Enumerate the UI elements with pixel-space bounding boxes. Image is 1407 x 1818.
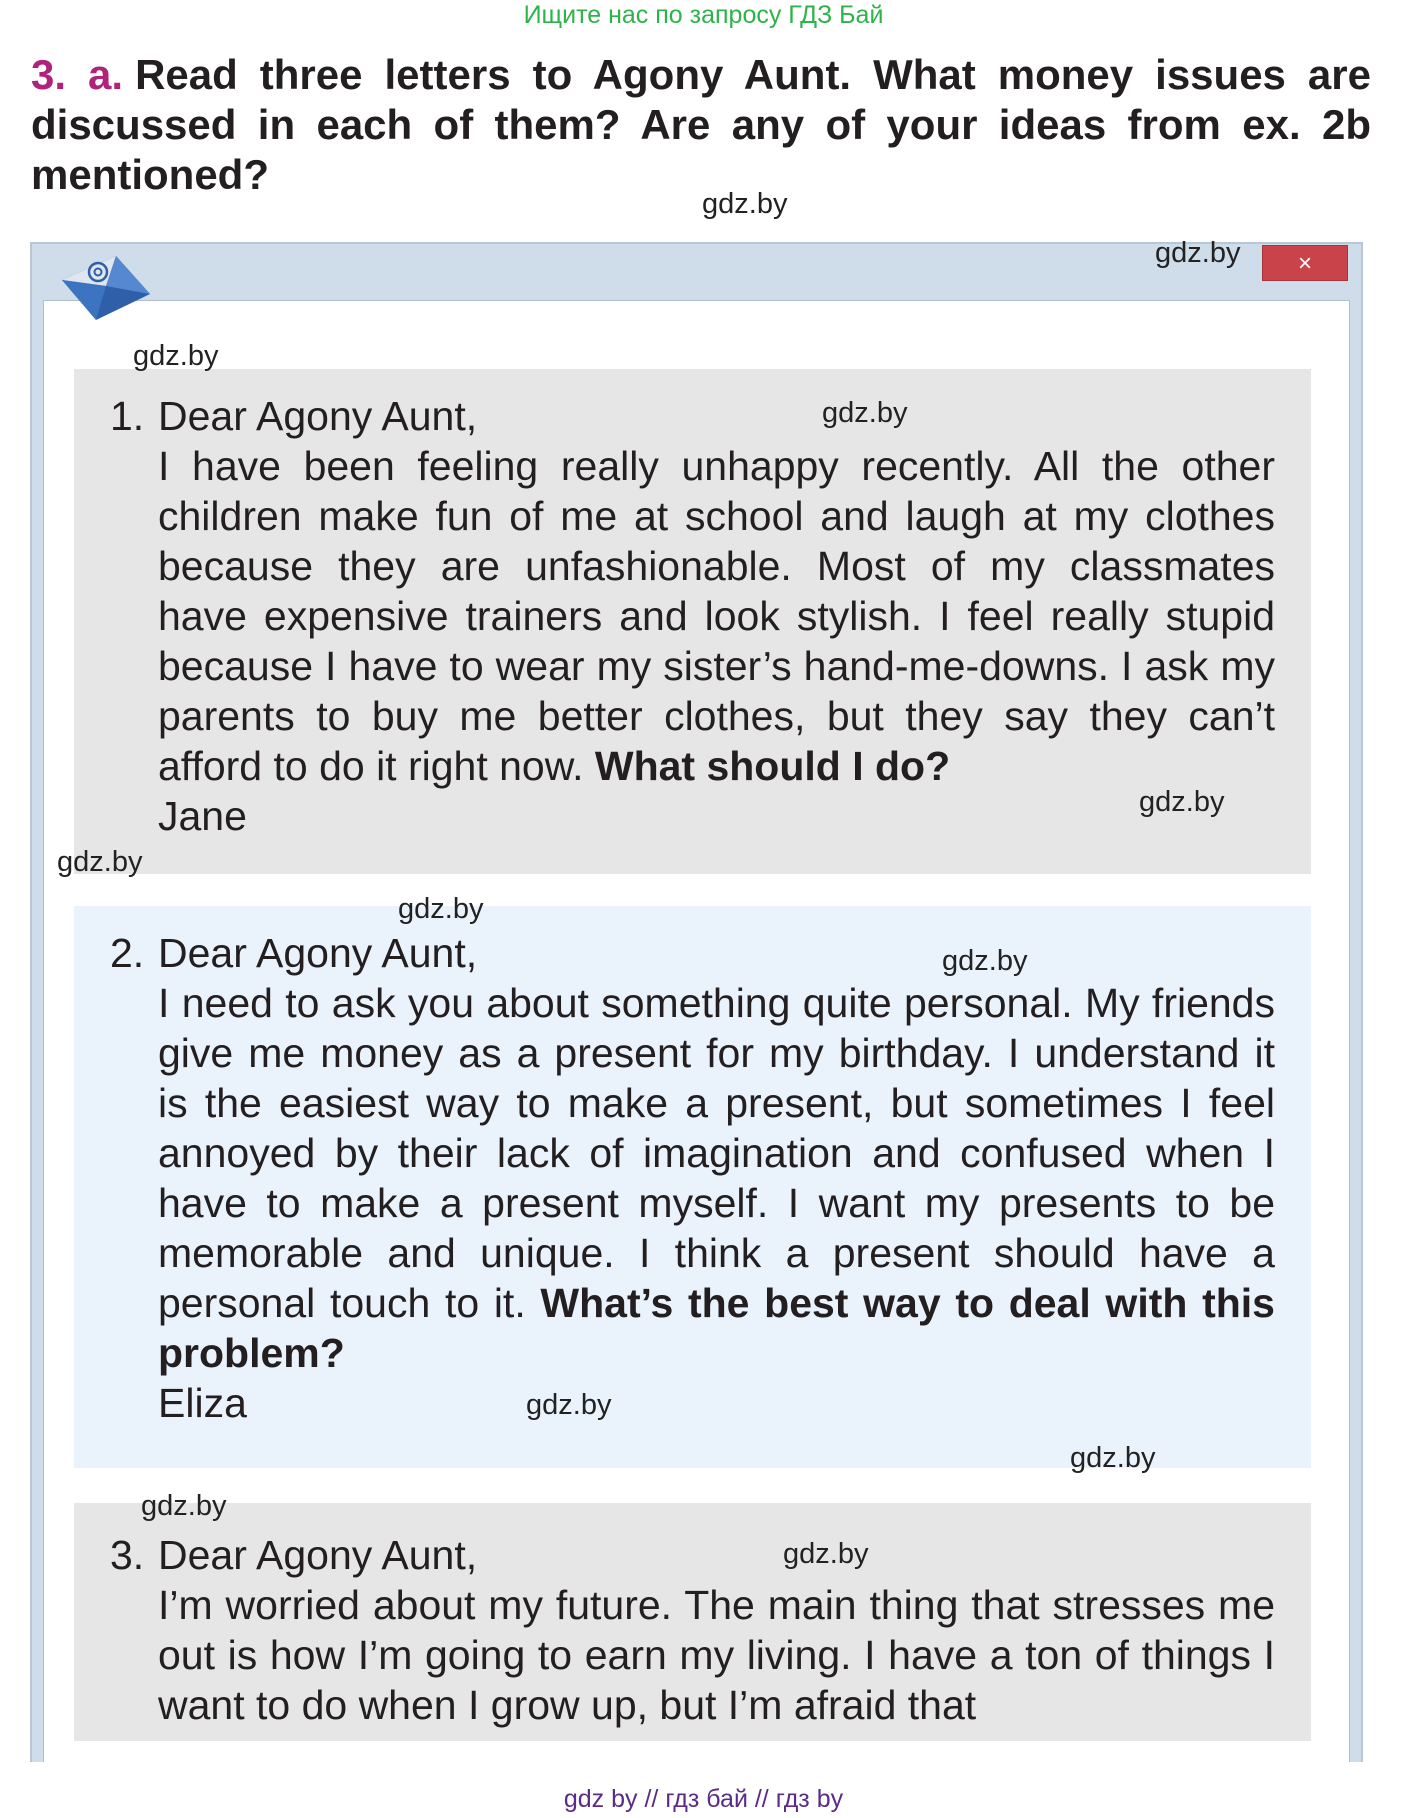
letter-greeting xyxy=(110,391,1275,441)
greeting-text: Dear Agony Aunt, xyxy=(158,930,478,976)
letter-signature: Jane xyxy=(158,793,247,839)
letter-body-text: I need to ask you about something quite personal. My friends give me money as a present for my birthday. I understand it is the easiest way to make a present, but sometimes I feel annoyed by their lack of imagination and confused when I have to make a present myself. I want my presents to be memorable and unique. I think a present should have a personal touch to it. xyxy=(158,980,1275,1326)
letter-body xyxy=(110,441,1275,791)
watermark: gdz.by xyxy=(1070,1442,1156,1474)
letter-question: What’s the best way to deal with this problem? xyxy=(158,1280,1275,1376)
letter-question: What should I do? xyxy=(594,743,951,789)
watermark: gdz.by xyxy=(1155,237,1241,269)
letter-greeting xyxy=(110,1530,1275,1580)
letter-body xyxy=(110,1580,1275,1730)
letter-3 xyxy=(74,1503,1311,1741)
watermark: gdz.by xyxy=(57,846,143,878)
greeting-text: Dear Agony Aunt, xyxy=(158,1532,478,1578)
letter-signature: Eliza xyxy=(158,1380,247,1426)
letter-number: 1. xyxy=(110,393,145,439)
watermark: gdz.by xyxy=(141,1490,227,1522)
watermark: gdz.by xyxy=(133,340,219,372)
watermark: gdz.by xyxy=(942,945,1028,977)
close-button[interactable]: × xyxy=(1262,245,1348,281)
footer-links: gdz by // гдз бай // гдз by xyxy=(563,1785,844,1813)
letter-body-text: I’m worried about my future. The main thing that stresses me out is how I’m going to earn my living. I have a ton of things I want to do when I grow up, but I’m afraid that xyxy=(158,1582,1275,1728)
letter-2 xyxy=(74,906,1311,1468)
letter-body-text: I have been feeling really unhappy recently. All the other children make fun of me at school and laugh at my clothes because they are unfashionable. Most of my classmates have expensive trainers and look stylish. I feel really stupid because I have to wear my sister’s hand-me-downs. I ask my parents to buy me better clothes, but they say they can’t afford to do it right now. xyxy=(158,443,1275,789)
watermark: gdz.by xyxy=(783,1538,869,1570)
mail-envelope-icon xyxy=(54,250,154,330)
task-number: 3. a. xyxy=(31,51,124,98)
letter-body xyxy=(110,978,1275,1378)
top-banner: Ищите нас по запросу ГДЗ Бай xyxy=(523,1,884,29)
letter-number: 3. xyxy=(110,1532,145,1578)
watermark: gdz.by xyxy=(822,397,908,429)
letter-number: 2. xyxy=(110,930,145,976)
letter-1 xyxy=(74,369,1311,874)
letter-greeting xyxy=(110,928,1275,978)
watermark: gdz.by xyxy=(398,893,484,925)
watermark: gdz.by xyxy=(702,188,788,220)
watermark: gdz.by xyxy=(1139,786,1225,818)
watermark: gdz.by xyxy=(526,1389,612,1421)
task-text: Read three letters to Agony Aunt. What money issues are discussed in each of them? Are any of your ideas from ex. 2b mentioned? xyxy=(31,51,1371,198)
task-heading xyxy=(31,50,1371,200)
greeting-text: Dear Agony Aunt, xyxy=(158,393,478,439)
